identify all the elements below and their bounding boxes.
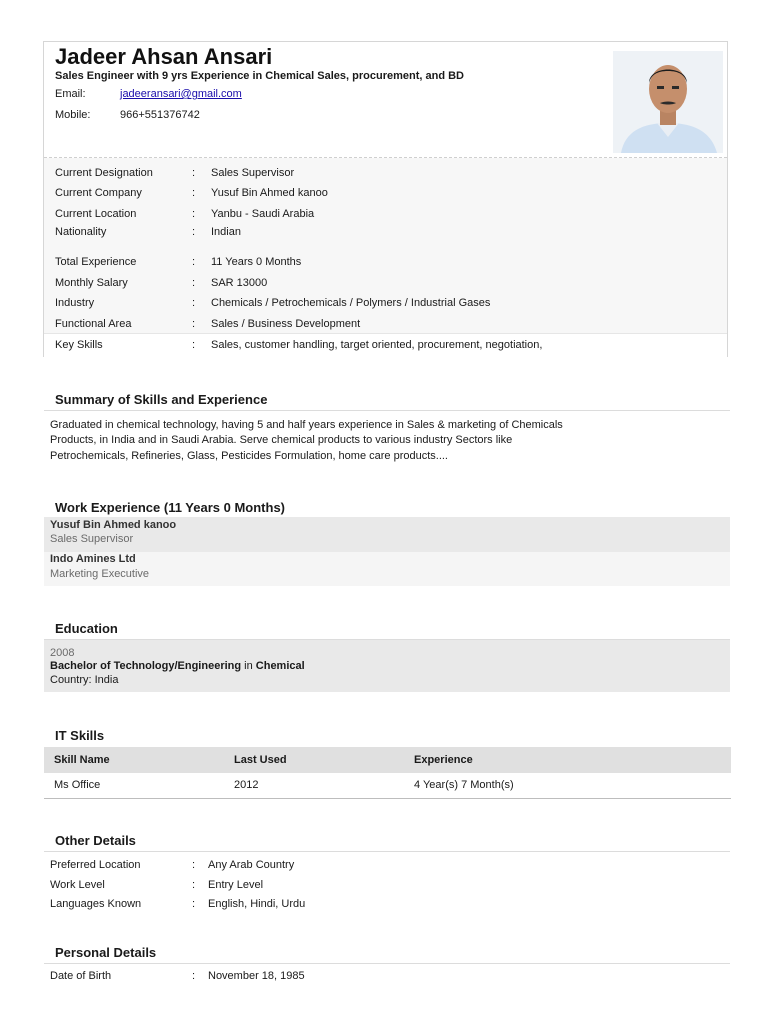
- detail-separator: :: [192, 297, 196, 309]
- mobile-label: Mobile:: [55, 109, 91, 121]
- other-label-languages: Languages Known: [50, 898, 142, 910]
- work-role: Marketing Executive: [50, 568, 150, 580]
- detail-separator: :: [192, 339, 196, 351]
- education-year: 2008: [50, 647, 75, 659]
- detail-separator: :: [192, 970, 196, 982]
- personal-value-dob: November 18, 1985: [208, 970, 305, 982]
- section-rule: [44, 410, 730, 411]
- mobile-number: 966+551376742: [120, 109, 200, 121]
- cell-experience: 4 Year(s) 7 Month(s): [414, 779, 514, 791]
- summary-line: Petrochemicals, Refineries, Glass, Pesticides Formulation, home care products....: [50, 449, 448, 462]
- work-role: Sales Supervisor: [50, 533, 134, 545]
- detail-label-nationality: Nationality: [55, 226, 107, 238]
- section-rule: [44, 963, 730, 964]
- detail-label-experience: Total Experience: [55, 256, 137, 268]
- detail-separator: :: [192, 256, 196, 268]
- detail-label-key-skills: Key Skills: [55, 339, 103, 351]
- column-header-last-used: Last Used: [234, 754, 287, 766]
- detail-label-functional-area: Functional Area: [55, 318, 132, 330]
- work-company: Yusuf Bin Ahmed kanoo: [50, 519, 177, 531]
- detail-separator: :: [192, 879, 196, 891]
- section-rule: [44, 851, 730, 852]
- education-degree-line: [50, 659, 305, 673]
- detail-separator: :: [192, 208, 196, 220]
- detail-label-industry: Industry: [55, 297, 95, 309]
- column-header-experience: Experience: [414, 754, 473, 766]
- section-title-work: Work Experience (11 Years 0 Months): [55, 500, 286, 515]
- personal-label-dob: Date of Birth: [50, 970, 112, 982]
- detail-value-experience: 11 Years 0 Months: [211, 256, 302, 268]
- email-link[interactable]: jadeeransari@gmail.com: [120, 88, 242, 100]
- summary-text: [50, 418, 630, 464]
- detail-value-industry: Chemicals / Petrochemicals / Polymers / Industrial Gases: [211, 297, 491, 309]
- detail-label-company: Current Company: [55, 187, 142, 199]
- detail-separator: :: [192, 187, 196, 199]
- detail-separator: :: [192, 226, 196, 238]
- other-value-preferred-location: Any Arab Country: [208, 859, 295, 871]
- other-value-languages: English, Hindi, Urdu: [208, 898, 306, 910]
- education-in: in: [244, 660, 253, 672]
- work-company: Indo Amines Ltd: [50, 553, 136, 565]
- candidate-name: Jadeer Ahsan Ansari: [55, 44, 273, 69]
- section-title-education: Education: [55, 621, 118, 636]
- section-title-summary: Summary of Skills and Experience: [55, 392, 268, 407]
- detail-separator: :: [192, 318, 196, 330]
- detail-label-salary: Monthly Salary: [55, 277, 128, 289]
- work-item: [44, 517, 730, 552]
- detail-label-location: Current Location: [55, 208, 137, 220]
- section-title-other: Other Details: [55, 833, 136, 848]
- detail-value-nationality: Indian: [211, 226, 241, 238]
- cell-skill-name: Ms Office: [54, 779, 101, 791]
- detail-value-location: Yanbu - Saudi Arabia: [211, 208, 315, 220]
- table-row: [44, 773, 731, 799]
- summary-line: Products, in India and in Saudi Arabia. Serve chemical products to various industry Sectors like: [50, 434, 513, 447]
- summary-line: Graduated in chemical technology, having 5 and half years experience in Sales & marketing of Chemicals: [50, 419, 563, 431]
- detail-separator: :: [192, 277, 196, 289]
- detail-value-functional-area: Sales / Business Development: [211, 318, 361, 330]
- other-label-work-level: Work Level: [50, 879, 105, 891]
- education-item: [44, 640, 730, 692]
- section-title-personal: Personal Details: [55, 945, 157, 960]
- education-field: Chemical: [255, 660, 305, 672]
- cell-last-used: 2012: [234, 779, 259, 791]
- education-degree: Bachelor of Technology/Engineering: [50, 660, 242, 672]
- detail-value-designation: Sales Supervisor: [211, 167, 295, 179]
- education-country: Country: India: [50, 674, 119, 686]
- detail-separator: :: [192, 167, 196, 179]
- detail-value-company: Yusuf Bin Ahmed kanoo: [211, 187, 328, 199]
- column-header-skill: Skill Name: [54, 754, 110, 766]
- profile-photo: [613, 51, 723, 153]
- section-title-it-skills: IT Skills: [55, 728, 105, 743]
- work-item: [44, 552, 730, 586]
- other-value-work-level: Entry Level: [208, 879, 264, 891]
- it-skills-table-header: [44, 747, 731, 773]
- detail-value-key-skills: Sales, customer handling, target oriented, procurement, negotiation,: [211, 339, 543, 351]
- candidate-headline: Sales Engineer with 9 yrs Experience in Chemical Sales, procurement, and BD: [55, 70, 464, 82]
- email-label: Email:: [55, 88, 86, 100]
- detail-separator: :: [192, 898, 196, 910]
- detail-value-salary: SAR 13000: [211, 277, 268, 289]
- detail-label-designation: Current Designation: [55, 167, 153, 179]
- detail-separator: :: [192, 859, 196, 871]
- other-label-preferred-location: Preferred Location: [50, 859, 141, 871]
